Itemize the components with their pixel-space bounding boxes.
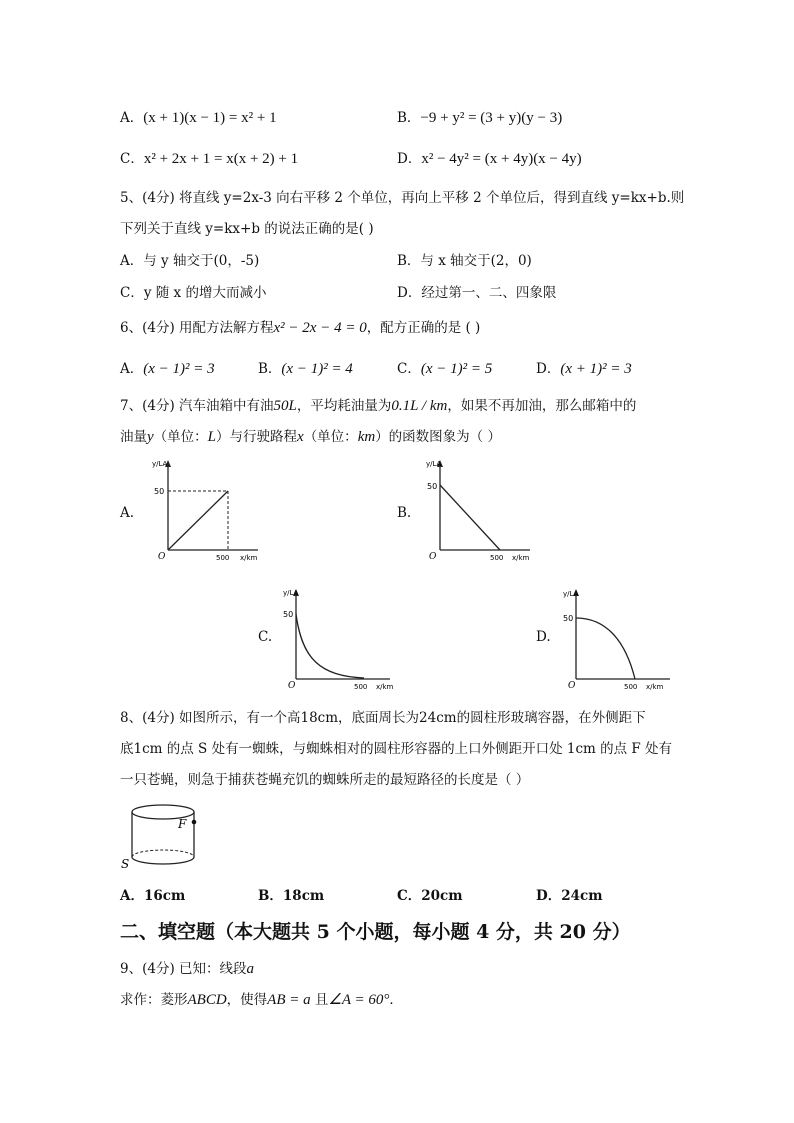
q6-option-b-label: B． <box>258 361 282 377</box>
q6-option-b[interactable] <box>258 357 353 378</box>
q4-option-c-label: C． <box>120 151 144 167</box>
graph-a-origin: O <box>158 552 166 562</box>
q6-stem-text: 6、(4分) 用配方法解方程 <box>120 320 274 336</box>
point-f-label: F <box>178 817 187 831</box>
q6-option-d[interactable] <box>536 357 632 378</box>
q4-option-a-label: A． <box>120 110 144 126</box>
graph-a-x-tick: 500 <box>216 554 230 562</box>
graph-d-y-label: y/LA <box>563 590 579 598</box>
graph-a-y-tick: 50 <box>154 487 165 496</box>
graph-c-y-label: y/LA <box>283 589 299 597</box>
q7-text-4: 油量 <box>120 429 147 445</box>
q4-option-d-math: x² − 4y² = (x + 4y)(x − 4y) <box>421 151 582 167</box>
q9-math-ab: AB = a <box>267 992 311 1008</box>
graph-a-y-label: y/LA <box>152 460 168 468</box>
q6-option-d-label: D． <box>536 361 561 377</box>
graph-d-origin: O <box>568 681 576 691</box>
graph-b-x-tick: 500 <box>490 554 504 562</box>
q8-stem-line-3: 一只苍蝇，则急于捕获苍蝇充饥的蜘蛛所走的最短路径的长度是（ ） <box>120 772 530 788</box>
q7-text-2: ，平均耗油量为 <box>296 398 392 414</box>
q9-line-2 <box>120 988 403 1009</box>
q6-equation: x² − 2x − 4 = 0 <box>273 320 367 336</box>
q7-option-c-label[interactable]: C. <box>258 629 273 645</box>
q6-option-b-math: (x − 1)² = 4 <box>281 361 353 377</box>
q8-cylinder-figure <box>118 800 208 872</box>
q7-option-d-label[interactable]: D. <box>536 629 551 645</box>
q7-graph-c[interactable] <box>280 584 400 694</box>
q7-stem-line-2 <box>120 425 501 446</box>
q4-option-c[interactable] <box>120 147 298 168</box>
q5-stem-line-1: 5、(4分) 将直线 y=2x-3 向右平移 2 个单位，再向上平移 2 个单位后，得到直线 y=kx+b.则 <box>120 190 685 206</box>
graph-b-line <box>440 485 500 550</box>
q8-option-b[interactable]: B．18cm <box>258 888 325 904</box>
graph-c-x-label: x/km <box>376 683 394 691</box>
q6-option-a[interactable] <box>120 357 215 378</box>
q4-option-b-label: B． <box>397 110 421 126</box>
graph-b-origin: O <box>429 552 437 562</box>
q7-stem-line-1 <box>120 394 636 415</box>
cylinder-bottom-front <box>132 857 194 864</box>
q9-text-5: ． <box>389 992 403 1008</box>
q7-math-km: km <box>357 429 376 445</box>
q7-option-a-label[interactable]: A. <box>120 505 135 521</box>
q4-option-b-math: −9 + y² = (3 + y)(y − 3) <box>420 110 563 126</box>
q6-option-d-math: (x + 1)² = 3 <box>560 361 632 377</box>
q7-math-l: L <box>207 429 217 445</box>
q4-option-c-math: x² + 2x + 1 = x(x + 2) + 1 <box>143 151 299 167</box>
q6-option-c[interactable] <box>397 357 492 378</box>
q7-text-8: ）的函数图象为（ ） <box>375 429 501 445</box>
point-f-dot <box>192 820 197 825</box>
q7-graph-d[interactable] <box>560 584 680 694</box>
q7-graph-a[interactable] <box>146 455 266 565</box>
graph-a-x-label: x/km <box>240 554 258 562</box>
q7-math-y: y <box>147 429 154 445</box>
q5-option-d[interactable]: D．经过第一、二、四象限 <box>397 285 557 301</box>
q7-math-rate: 0.1L / km <box>391 398 448 414</box>
q7-option-b-label[interactable]: B. <box>397 505 412 521</box>
graph-c-curve <box>296 614 364 678</box>
graph-b-y-tick: 50 <box>427 482 438 491</box>
graph-b-y-label: y/LA <box>426 460 442 468</box>
graph-b-x-label: x/km <box>512 554 530 562</box>
graph-c-x-tick: 500 <box>354 683 368 691</box>
q5-option-a[interactable]: A．与 y 轴交于(0，-5) <box>120 253 260 269</box>
q7-text-1: 7、(4分) 汽车油箱中有油 <box>120 398 274 414</box>
graph-d-y-tick: 50 <box>563 614 574 623</box>
graph-d-curve <box>576 618 635 679</box>
q9-text-4: 且 <box>310 992 329 1008</box>
q4-option-a[interactable] <box>120 106 277 127</box>
q4-option-d[interactable] <box>397 147 582 168</box>
q8-option-a[interactable]: A．16cm <box>120 888 186 904</box>
section-2-title: 二、填空题（本大题共 5 个小题，每小题 4 分，共 20 分） <box>120 921 631 943</box>
q5-option-b[interactable]: B．与 x 轴交于(2，0) <box>397 253 532 269</box>
q7-text-3: ，如果不再加油，那么邮箱中的 <box>447 398 637 414</box>
q9-line-1 <box>120 957 254 978</box>
q7-math-fuel: 50L <box>273 398 297 414</box>
q7-graph-b[interactable] <box>420 455 540 565</box>
q4-option-b[interactable] <box>397 106 562 127</box>
q9-text-2: 求作：菱形 <box>120 992 188 1008</box>
q9-math-abcd: ABCD <box>187 992 227 1008</box>
q8-stem-line-2: 底1cm 的点 S 处有一蜘蛛，与蜘蛛相对的圆柱形容器的上口外侧距开口处 1cm 的点 F 处有 <box>120 741 673 757</box>
graph-d-x-tick: 500 <box>624 683 638 691</box>
q7-math-x: x <box>297 429 304 445</box>
q7-text-5: （单位： <box>153 429 208 445</box>
q5-option-c[interactable]: C．y 随 x 的增大而减小 <box>120 285 267 301</box>
q8-stem-line-1: 8、(4分) 如图所示，有一个高18cm，底面周长为24cm的圆柱形玻璃容器，在外侧距下 <box>120 710 646 726</box>
graph-c-y-tick: 50 <box>283 610 294 619</box>
q8-option-c[interactable]: C．20cm <box>397 888 463 904</box>
cylinder-bottom-back <box>132 850 194 857</box>
point-s-label: S <box>121 857 130 871</box>
q6-stem-tail: ，配方正确的是 ( ) <box>366 320 481 336</box>
q9-text-1: 9、(4分) 已知：线段 <box>120 961 247 977</box>
q9-math-a: a <box>246 961 255 977</box>
q6-option-c-math: (x − 1)² = 5 <box>420 361 493 377</box>
q7-text-7: （单位： <box>303 429 358 445</box>
q7-text-6: ）与行驶路程 <box>216 429 298 445</box>
graph-c-origin: O <box>288 681 296 691</box>
q6-option-c-label: C． <box>397 361 421 377</box>
q5-stem-line-2: 下列关于直线 y=kx+b 的说法正确的是( ) <box>120 221 374 237</box>
q6-option-a-label: A． <box>120 361 144 377</box>
graph-d-x-label: x/km <box>646 683 664 691</box>
q8-option-d[interactable]: D．24cm <box>536 888 603 904</box>
graph-a-line <box>168 491 228 550</box>
q4-option-a-math: (x + 1)(x − 1) = x² + 1 <box>143 110 277 126</box>
q6-stem <box>120 316 480 337</box>
q6-option-a-math: (x − 1)² = 3 <box>143 361 215 377</box>
q9-math-angle: ∠A = 60° <box>328 992 390 1008</box>
q9-text-3: ，使得 <box>226 992 268 1008</box>
q4-option-d-label: D． <box>397 151 422 167</box>
